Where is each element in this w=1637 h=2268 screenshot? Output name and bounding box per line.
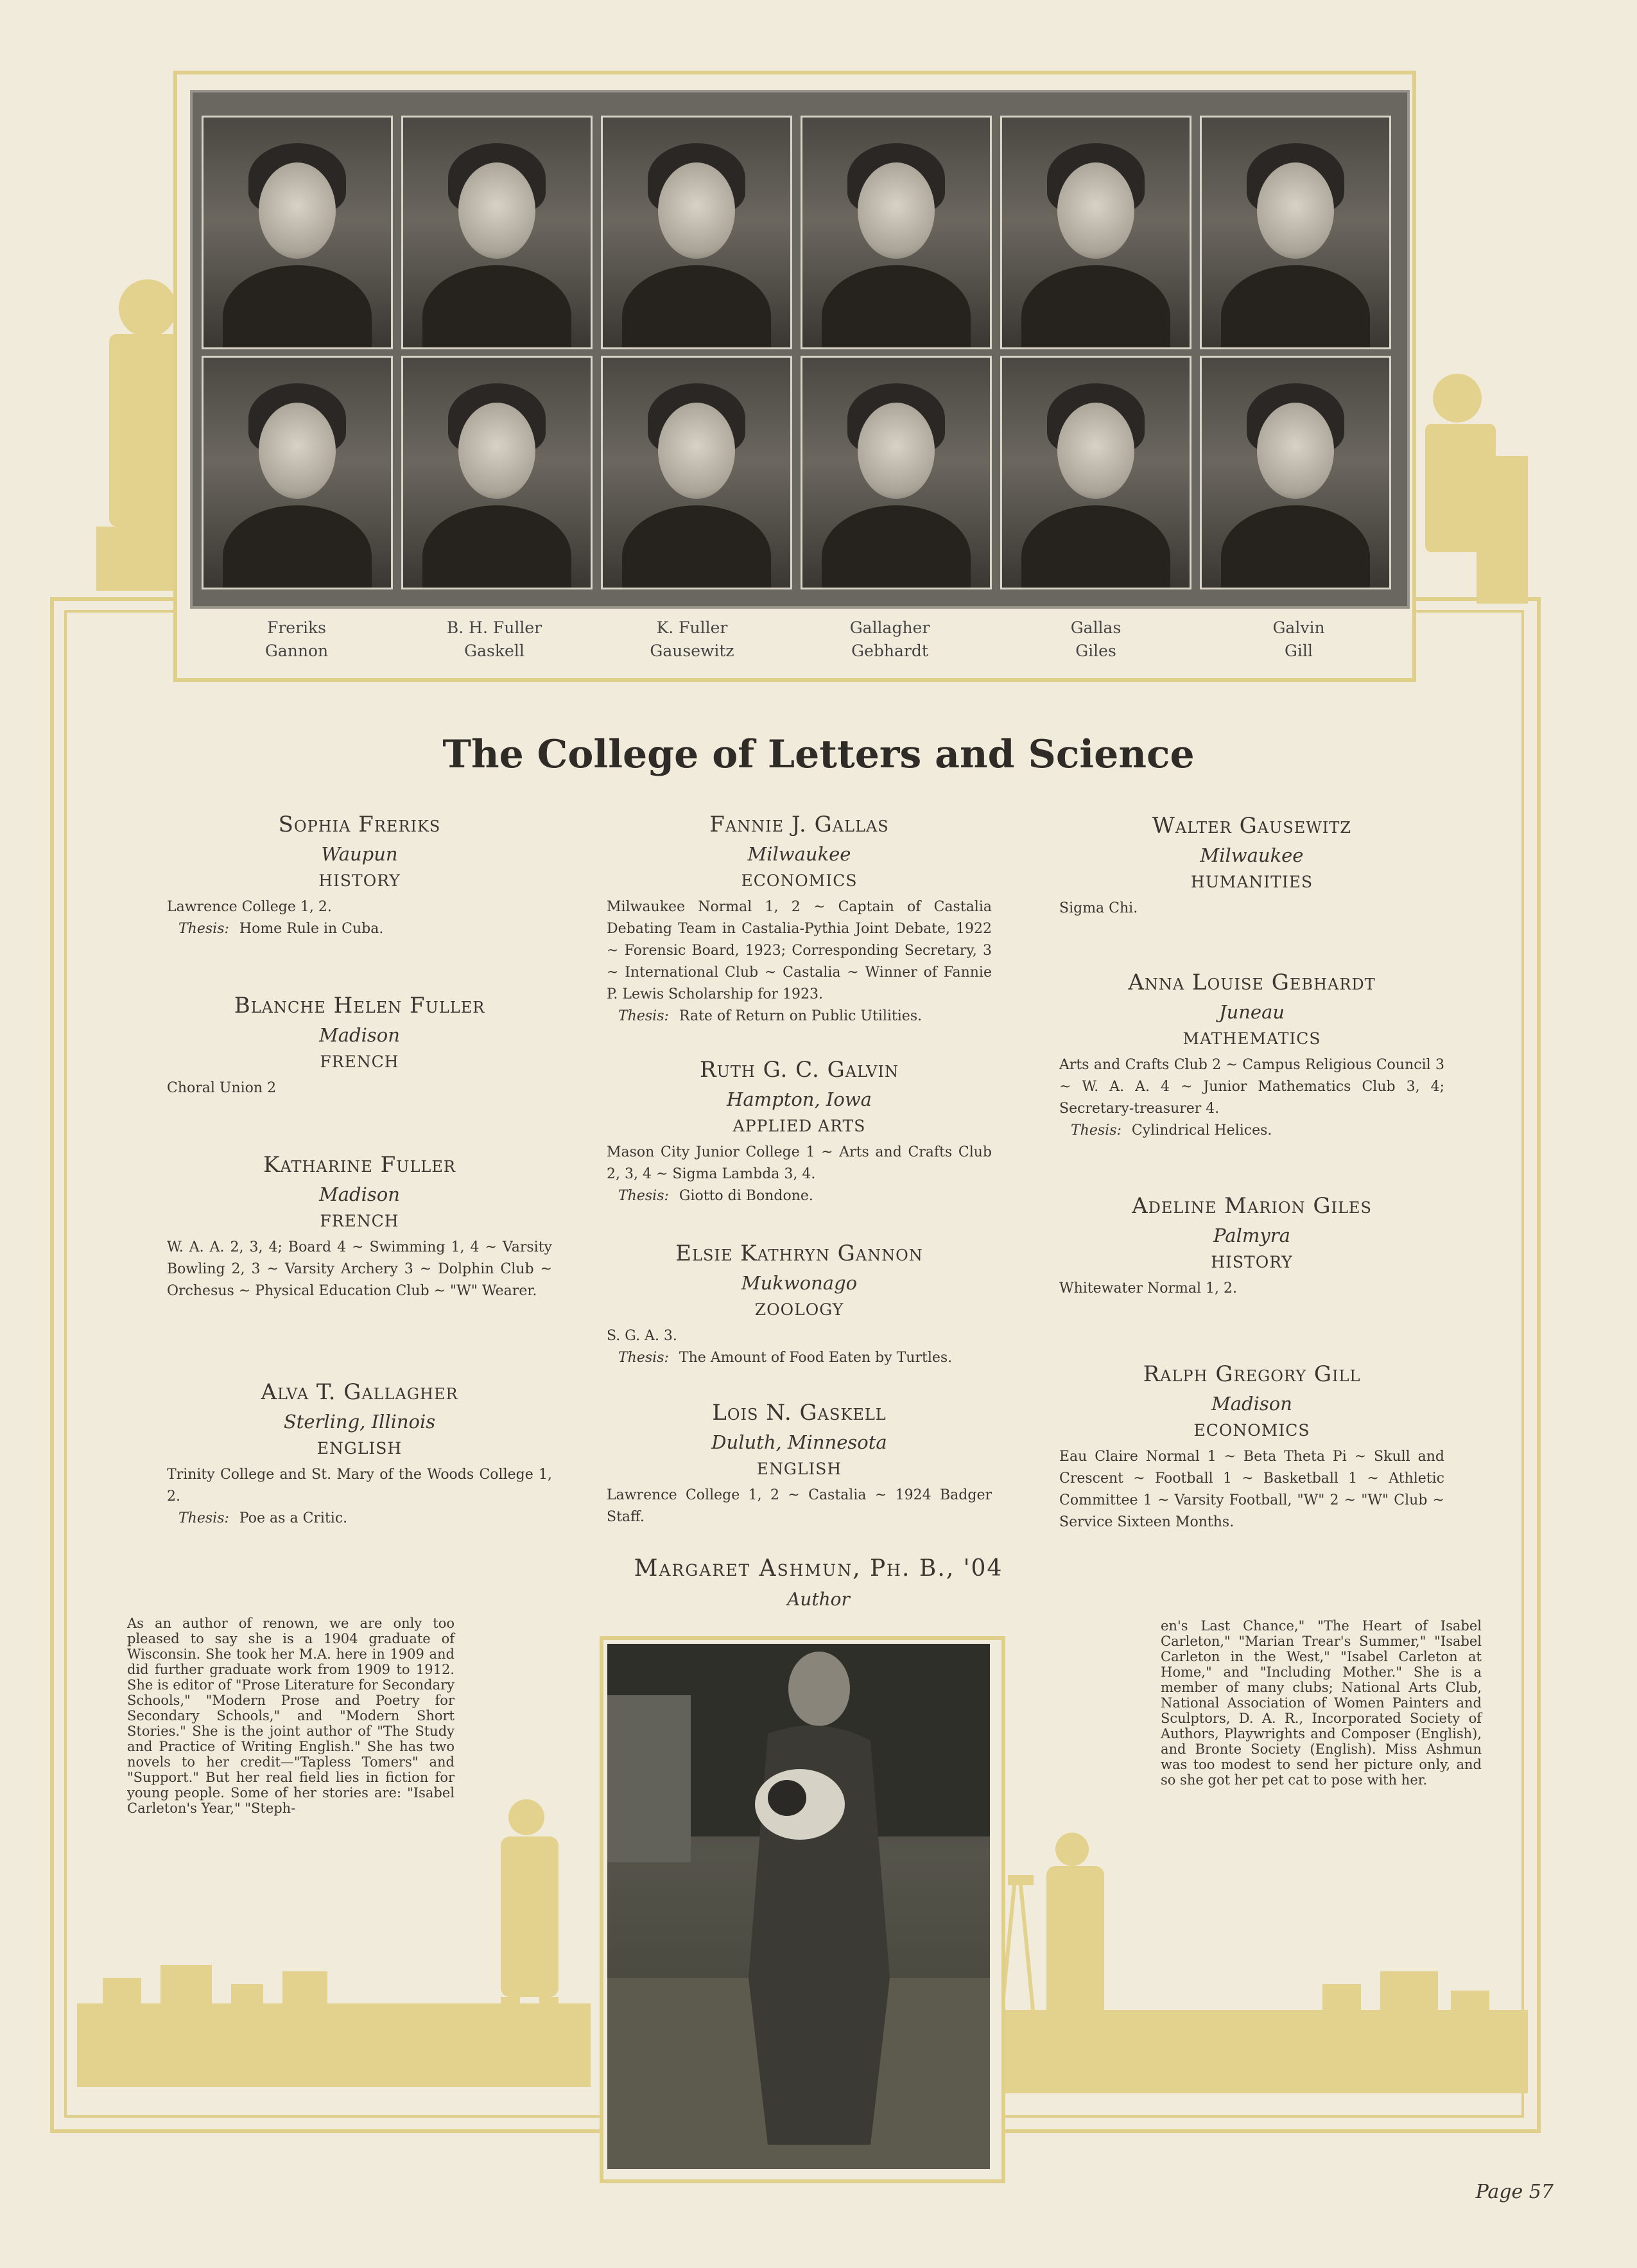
entry-name: Walter Gausewitz [1152, 813, 1352, 839]
entry-thesis: Thesis: Home Rule in Cuba. [178, 921, 384, 937]
entry-bh-fuller [167, 990, 552, 1099]
entry-major: APPLIED ARTS [732, 1117, 866, 1135]
entry-name: Blanche Helen Fuller [234, 993, 485, 1018]
entry-town: Juneau [1218, 1001, 1285, 1023]
entry-name: Adeline Marion Giles [1132, 1193, 1372, 1219]
entry-thesis: Thesis: Poe as a Critic. [178, 1510, 348, 1526]
right-bottom-illustration [1001, 1824, 1528, 2093]
page-title: The College of Letters and Science [442, 732, 1195, 777]
feature-photo-illustration [607, 1644, 990, 2169]
caption-column-6: Galvin Gill [1272, 618, 1325, 660]
entry-name: Ruth G. C. Galvin [700, 1057, 899, 1083]
entry-major: ECONOMICS [741, 871, 858, 890]
entry-activities: W. A. A. 2, 3, 4; Board 4 ~ Swimming 1, 4 ~ Varsity Bowling 2, 3 ~ Varsity Archery 3 ~ Dolphin Club ~ Orchesus ~ Physical Education Club ~ "W" Wearer. [167, 1239, 552, 1299]
entry-name: Alva T. Gallagher [261, 1379, 458, 1405]
entry-town: Mukwonago [741, 1272, 858, 1294]
entry-town: Milwaukee [747, 843, 851, 865]
entry-town: Milwaukee [1200, 844, 1304, 866]
entry-k-fuller [167, 1149, 552, 1302]
entry-name: Ralph Gregory Gill [1143, 1361, 1361, 1387]
portrait-galvin [1200, 116, 1391, 349]
entry-town: Waupun [321, 843, 398, 865]
entry-major: FRENCH [320, 1212, 399, 1230]
entry-activities: S. G. A. 3. [607, 1328, 677, 1344]
feature-name: Margaret Ashmun, Ph. B., '04 [634, 1555, 1003, 1582]
entry-activities: Eau Claire Normal 1 ~ Beta Theta Pi ~ Skull and Crescent ~ Football 1 ~ Basketball 1 ~ Athletic Committee 1 ~ Varsity Football, "W" 2 ~ "W" Club ~ Service Sixteen Months. [1059, 1449, 1444, 1530]
feature-role: Author [787, 1589, 850, 1610]
entry-major: ENGLISH [756, 1460, 842, 1478]
entry-activities: Arts and Crafts Club 2 ~ Campus Religious Council 3 ~ W. A. A. 4 ~ Junior Mathematics Club 3, 4; Secretary-treasurer 4. [1059, 1057, 1444, 1117]
entry-activities: Choral Union 2 [167, 1080, 277, 1096]
portrait-gausewitz [601, 356, 792, 589]
entry-activities: Lawrence College 1, 2. [167, 899, 332, 915]
entry-major: ECONOMICS [1193, 1421, 1310, 1440]
entry-activities: Mason City Junior College 1 ~ Arts and Crafts Club 2, 3, 4 ~ Sigma Lambda 3, 4. [607, 1144, 992, 1182]
entry-thesis: Thesis: Cylindrical Helices. [1071, 1122, 1272, 1138]
entry-town: Hampton, Iowa [727, 1088, 872, 1110]
entry-major: HUMANITIES [1190, 873, 1313, 891]
portrait-gebhardt [801, 356, 992, 589]
entry-gausewitz [1059, 810, 1444, 920]
page-number: Page 57 [1475, 2181, 1554, 2203]
entry-major: FRENCH [320, 1052, 399, 1071]
portrait-gannon [202, 356, 393, 589]
entry-thesis: Thesis: Giotto di Bondone. [618, 1188, 813, 1204]
entry-gallas [607, 809, 992, 1027]
feature-photo [607, 1644, 990, 2169]
entry-major: ENGLISH [316, 1439, 403, 1458]
entry-thesis: Thesis: Rate of Return on Public Utilities. [618, 1008, 922, 1024]
entry-gill [1059, 1359, 1444, 1533]
entry-name: Anna Louise Gebhardt [1128, 970, 1376, 995]
portrait-giles [1000, 356, 1191, 589]
entry-name: Sophia Freriks [278, 812, 441, 837]
entry-town: Madison [319, 1183, 400, 1205]
entry-town: Sterling, Illinois [283, 1411, 436, 1433]
portrait-grid [190, 90, 1410, 609]
caption-column-3: K. Fuller Gausewitz [650, 618, 734, 660]
entry-major: MATHEMATICS [1182, 1029, 1321, 1048]
portrait-gill [1200, 356, 1391, 589]
entry-gaskell [607, 1397, 992, 1528]
entry-activities: Milwaukee Normal 1, 2 ~ Captain of Castalia Debating Team in Castalia-Pythia Joint Debate, 1922 ~ Forensic Board, 1923; Corresponding Secretary, 3 ~ International Club ~ Castalia ~ Winner of Fannie P. Lewis Scholarship for 1923. [607, 899, 992, 1002]
portrait-gaskell [401, 356, 593, 589]
entry-activities: Sigma Chi. [1059, 900, 1138, 916]
portrait-k-fuller [601, 116, 792, 349]
entry-town: Duluth, Minnesota [711, 1431, 887, 1453]
entry-town: Madison [1211, 1393, 1292, 1415]
caption-column-4: Gallagher Gebhardt [849, 618, 930, 660]
entry-town: Madison [319, 1024, 400, 1046]
caption-column-1: Freriks Gannon [264, 618, 329, 660]
entry-galvin [607, 1054, 992, 1207]
entry-gallagher [167, 1377, 552, 1530]
entry-giles [1059, 1191, 1444, 1300]
left-bottom-illustration [77, 1792, 591, 2087]
entry-gebhardt [1059, 967, 1444, 1142]
feature-text-left: As an author of renown, we are only too pleased to say she is a 1904 graduate of Wisconsin. She took her M.A. here in 1909 and did further graduate work from 1909 to 1912. She is editor of "Prose Literature for Secondary Schools," "Modern Prose and Poetry for Secondary Schools," and "Modern Short Stories." She is the joint author of "The Study and Practice of Writing English." She has two novels to her credit—"Tapless Tomers" and "Support." But her real field lies in fiction for young people. Some of her stories are: "Isabel Carleton's Year," "Steph- [127, 1616, 455, 1816]
entry-major: HISTORY [1211, 1253, 1293, 1271]
entry-major: ZOOLOGY [754, 1300, 844, 1319]
entry-activities: Trinity College and St. Mary of the Woods College 1, 2. [167, 1467, 552, 1505]
caption-column-5: Gallas Giles [1070, 618, 1122, 660]
entry-name: Fannie J. Gallas [709, 812, 889, 837]
entry-activities: Lawrence College 1, 2 ~ Castalia ~ 1924 Badger Staff. [607, 1487, 992, 1525]
entry-freriks [167, 809, 552, 940]
entry-thesis: Thesis: The Amount of Food Eaten by Turtles. [618, 1350, 953, 1366]
entry-major: HISTORY [318, 871, 401, 890]
portrait-gallas [1000, 116, 1191, 349]
feature-text-right: en's Last Chance," "The Heart of Isabel Carleton," "Marian Trear's Summer," "Isabel Carleton in the West," "Isabel Carleton at Home," and "Including Mother." She is a member of many clubs; National Arts Club, National Association of Women Painters and Sculptors, D. A. R., Incorporated Society of Authors, Playwrights and Composer (English), and Bronte Society (English). Miss Ashmun was too modest to send her picture only, and so she got her pet cat to pose with her. [1161, 1618, 1482, 1788]
entry-name: Katharine Fuller [263, 1152, 456, 1178]
portrait-freriks [202, 116, 393, 349]
portrait-gallagher [801, 116, 992, 349]
entry-town: Palmyra [1213, 1225, 1290, 1246]
caption-column-2: B. H. Fuller Gaskell [446, 618, 542, 660]
entry-gannon [607, 1238, 992, 1369]
entry-name: Elsie Kathryn Gannon [675, 1241, 923, 1266]
right-figure-illustration [1412, 360, 1528, 604]
portrait-bh-fuller [401, 116, 593, 349]
entry-name: Lois N. Gaskell [712, 1400, 887, 1426]
entry-activities: Whitewater Normal 1, 2. [1059, 1280, 1237, 1296]
